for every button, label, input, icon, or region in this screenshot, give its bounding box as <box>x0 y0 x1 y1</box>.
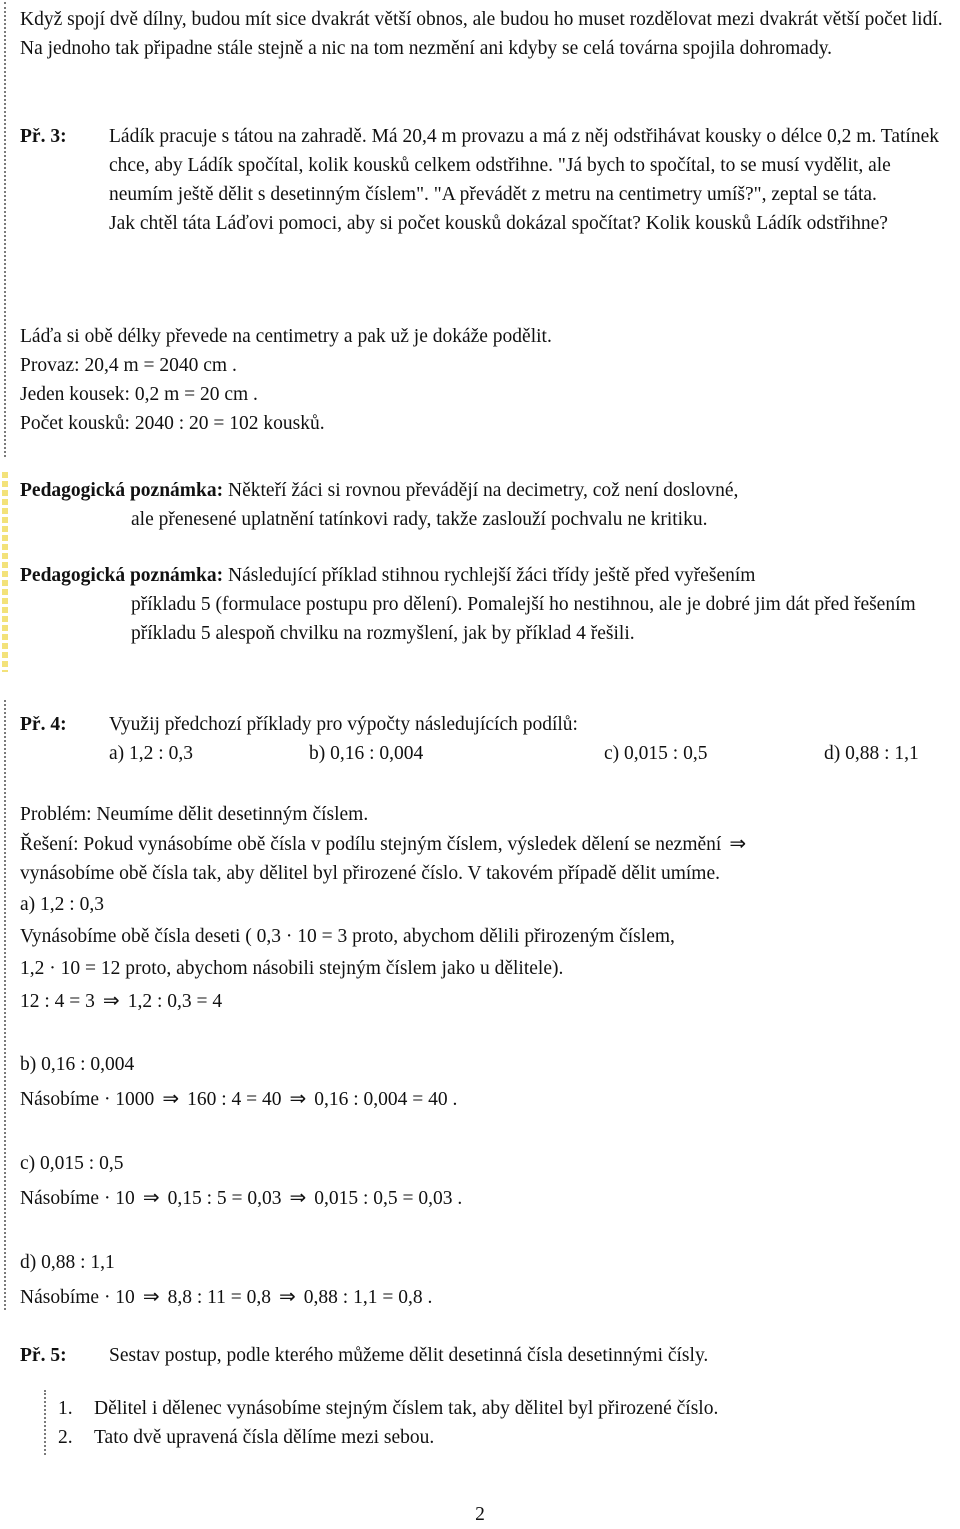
math-expression: Násobíme · 1000 <box>20 1089 155 1110</box>
math-expression: 1,2 : 0,3 = 4 <box>127 991 223 1012</box>
example-text: Využij předchozí příklady pro výpočty následujících podílů: <box>109 714 578 735</box>
solution-line <box>20 1282 950 1312</box>
margin-note-bar <box>2 472 8 672</box>
list-item <box>58 1394 950 1423</box>
pedagogical-note-2 <box>20 561 950 648</box>
example-label: Př. 5: <box>20 1345 67 1366</box>
solution-line <box>20 829 950 859</box>
solution-text: vynásobíme obě čísla tak, aby dělitel byl přirozené číslo. V takovém případě dělit umíme. <box>20 863 721 884</box>
math-expression: 160 : 4 = 40 <box>187 1089 282 1110</box>
math-expression: 12 : 4 = 3 <box>20 991 95 1012</box>
solution-line <box>20 1183 950 1213</box>
solution-label: Jeden kousek: <box>20 384 130 405</box>
note-text: Následující příklad stihnou rychlejší žáci třídy ještě před vyřešením <box>228 565 756 586</box>
solution-label: Provaz: <box>20 355 80 376</box>
math-expression: 0,015 : 0,5 = 0,03 . <box>314 1188 463 1209</box>
step-text: Tato dvě upravená čísla dělíme mezi sebou. <box>94 1427 435 1448</box>
pedagogical-note-1 <box>20 476 950 534</box>
task-item: d) 0,88 : 1,1 <box>824 743 919 764</box>
solution-line: Vynásobíme obě čísla deseti ( 0,3 · 10 = 3 proto, abychom dělili přirozeným číslem, <box>20 926 675 947</box>
solution-line <box>20 986 950 1016</box>
math-expression: 0,2 m = 20 cm . <box>134 384 258 405</box>
note-line <box>20 561 950 590</box>
math-expression: Násobíme · 10 <box>20 1188 135 1209</box>
solution-line: Láďa si obě délky převede na centimetry a pak už je dokáže podělit. <box>20 326 552 347</box>
solution-4 <box>20 800 950 1312</box>
example-text: Sestav postup, podle kterého můžeme dělit desetinná čísla desetinnými čísly. <box>109 1345 709 1366</box>
subtask-head: a) 1,2 : 0,3 <box>20 894 104 915</box>
step-text: Dělitel i dělenec vynásobíme stejným číslem tak, aby dělitel byl přirozené číslo. <box>94 1398 719 1419</box>
solution-line <box>20 409 950 438</box>
page-number: 2 <box>475 1504 485 1525</box>
implies-arrow-icon: ⇒ <box>142 1284 160 1308</box>
solution-tail: kousků. <box>263 413 325 434</box>
task-list <box>20 739 950 768</box>
subtask-head: b) 0,16 : 0,004 <box>20 1054 135 1075</box>
math-expression: Násobíme · 10 <box>20 1287 135 1308</box>
intro-text: Když spojí dvě dílny, budou mít sice dvakrát větší obnos, ale budou ho muset rozdělovat mezi dvakrát větší počet lidí. Na jednoho tak připadne stále stejně a nic na tom nezmění ani kdyby se celá továrna spojila dohromady. <box>20 9 943 59</box>
math-expression: 2040 : 20 = 102 <box>134 413 259 434</box>
solution-label: Počet kousků: <box>20 413 130 434</box>
example-label: Př. 4: <box>20 714 67 735</box>
math-expression: 0,16 : 0,004 = 40 . <box>314 1089 458 1110</box>
subtask-head: c) 0,015 : 0,5 <box>20 1153 124 1174</box>
solution-line: 1,2 · 10 = 12 proto, abychom násobili stejným číslem jako u dělitele). <box>20 958 564 979</box>
implies-arrow-icon: ⇒ <box>289 1185 307 1209</box>
example-question: Jak chtěl táta Láďovi pomoci, aby si počet kousků dokázal spočítat? Kolik kousků Ládík odstřihne? <box>109 213 888 234</box>
solution-line <box>20 351 950 380</box>
math-expression: 20,4 m = 2040 cm . <box>84 355 237 376</box>
implies-arrow-icon: ⇒ <box>279 1284 296 1308</box>
margin-dotted-bar <box>4 700 6 1310</box>
step-number: 2. <box>58 1427 73 1448</box>
step-list <box>58 1394 950 1452</box>
math-expression: 0,88 : 1,1 = 0,8 . <box>303 1287 433 1308</box>
problem-line: Problém: Neumíme dělit desetinným číslem. <box>20 804 369 825</box>
implies-arrow-icon: ⇒ <box>102 988 120 1012</box>
task-item: a) 1,2 : 0,3 <box>109 743 193 764</box>
task-item: b) 0,16 : 0,004 <box>309 743 424 764</box>
implies-arrow-icon: ⇒ <box>729 831 747 855</box>
solution-3 <box>20 322 950 438</box>
intro-paragraph <box>20 5 950 63</box>
note-text: Někteří žáci si rovnou převádějí na decimetry, což není doslovné, <box>228 480 739 501</box>
example-5 <box>20 1341 950 1370</box>
math-expression: 8,8 : 11 = 0,8 <box>167 1287 272 1308</box>
implies-arrow-icon: ⇒ <box>142 1185 160 1209</box>
task-item: c) 0,015 : 0,5 <box>604 743 708 764</box>
implies-arrow-icon: ⇒ <box>289 1086 307 1110</box>
example-label: Př. 3: <box>20 126 67 147</box>
margin-dotted-bar <box>4 2 6 457</box>
list-item <box>58 1423 950 1452</box>
implies-arrow-icon: ⇒ <box>162 1086 180 1110</box>
margin-dotted-bar <box>44 1390 46 1455</box>
note-heading: Pedagogická poznámka: <box>20 565 224 586</box>
example-4 <box>20 710 950 768</box>
solution-text: Řešení: Pokud vynásobíme obě čísla v podílu stejným číslem, výsledek dělení se nezmění <box>20 834 722 855</box>
subtask-head: d) 0,88 : 1,1 <box>20 1252 115 1273</box>
solution-line <box>20 380 950 409</box>
note-text: příkladu 5 (formulace postupu pro dělení). Pomalejší ho nestihnou, ale je dobré jim dát před řešením příkladu 5 alespoň chvilku na rozmyšlení, jak by příklad 4 řešili. <box>131 594 916 644</box>
example-text: Ládík pracuje s tátou na zahradě. Má 20,4 m provazu a má z něj odstřihávat kousky o délce 0,2 m. Tatínek chce, aby Ládík spočítal, kolik kousků celkem odstřihne. "Já bych to spočítal, to se musí vydělit, ale neumím ještě dělit s desetinným číslem". "A převádět z metru na centimetry umíš?", zeptal se táta. <box>109 126 940 205</box>
math-expression: 0,15 : 5 = 0,03 <box>167 1188 282 1209</box>
note-text: ale přenesené uplatnění tatínkovi rady, takže zaslouží pochvalu ne kritiku. <box>131 509 708 530</box>
step-number: 1. <box>58 1398 73 1419</box>
example-3 <box>20 122 950 238</box>
note-heading: Pedagogická poznámka: <box>20 480 224 501</box>
solution-line <box>20 1084 950 1114</box>
note-line <box>20 476 950 505</box>
